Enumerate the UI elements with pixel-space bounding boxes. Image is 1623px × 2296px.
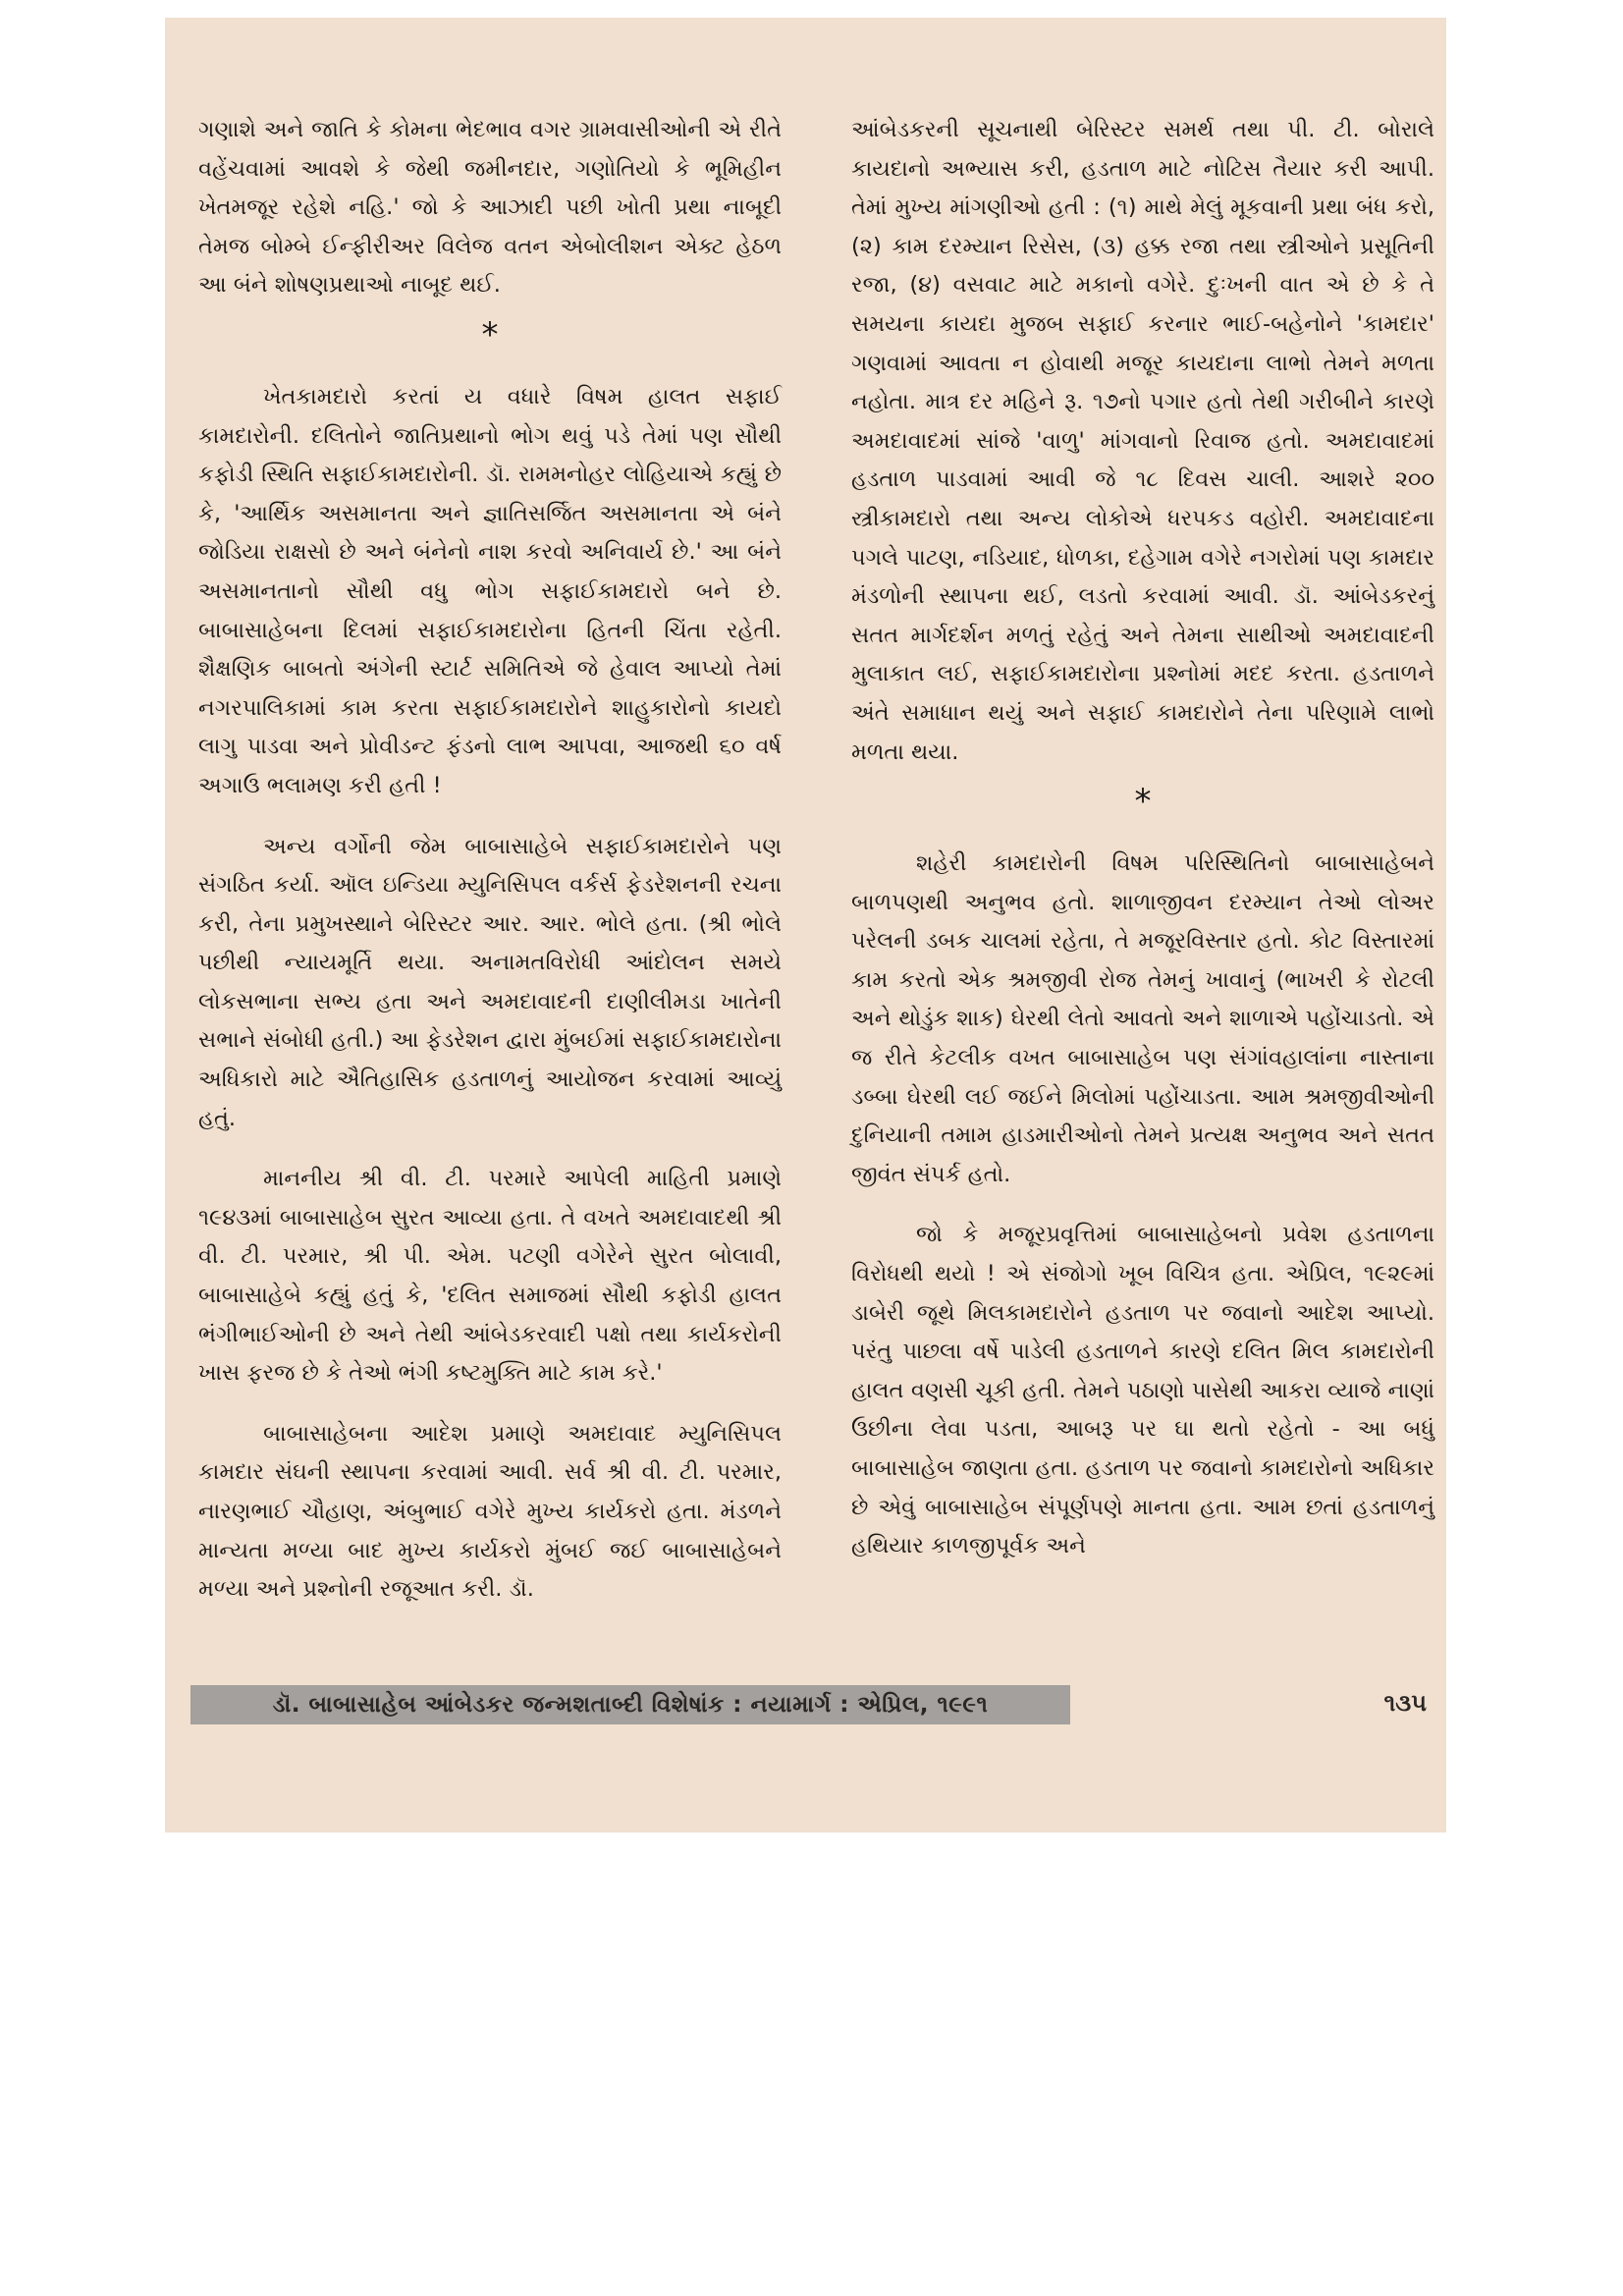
- footer-title: ડૉ. બાબાસાહેબ આંબેડકર જન્મશતાબ્દી વિશેષાંક : નયામાર્ગ : એપ્રિલ, ૧૯૯૧: [272, 1692, 989, 1718]
- page-number: ૧૩૫: [1383, 1689, 1427, 1717]
- paragraph: ગણાશે અને જાતિ કે કોમના ભેદભાવ વગર ગ્રામવાસીઓની એ રીતે વહેંચવામાં આવશે કે જેથી જમીનદાર, ગણોતિયો કે ભૂમિહીન ખેતમજૂર રહેશે નહિ.' જો કે આઝાદી પછી ખોતી પ્રથા નાબૂદી તેમજ બોમ્બે ઈન્ફીરીઅર વિલેજ વતન એબોલીશન એક્ટ હેઠળ આ બંને શોષણપ્રથાઓ નાબૂદ થઈ.: [198, 117, 782, 299]
- section-separator: *: [481, 314, 499, 355]
- paragraph: શહેરી કામદારોની વિષમ પરિસ્થિતિનો બાબાસાહેબને બાળપણથી અનુભવ હતો. શાળાજીવન દરમ્યાન તેઓ લોઅર પરેલની ડબક ચાલમાં રહેતા, તે મજૂરવિસ્તાર હતો. કોટ વિસ્તારમાં કામ કરતો એક શ્રમજીવી રોજ તેમનું ખાવાનું (ભાખરી કે રોટલી અને થોડુંક શાક) ઘેરથી લેતો આવતો અને શાળાએ પહોંચાડતો. એ જ રીતે કેટલીક વખત બાબાસાહેબ પણ સંગાંવહાલાંના નાસ્તાના ડબ્બા ઘેરથી લઈ જઈને મિલોમાં પહોંચાડતા. આમ શ્રમજીવીઓની દુનિયાની તમામ હાડમારીઓનો તેમને પ્રત્યક્ષ અનુભવ અને સતત જીવંત સંપર્ક હતો.: [851, 850, 1434, 1187]
- paragraph: ખેતકામદારો કરતાં ય વધારે વિષમ હાલત સફાઈ કામદારોની. દલિતોને જાતિપ્રથાનો ભોગ થવું પડે તેમાં પણ સૌથી કફોડી સ્થિતિ સફાઈકામદારોની. ડૉ. રામમનોહર લોહિયાએ કહ્યું છે કે, 'આર્થિક અસમાનતા અને જ્ઞાતિસર્જિત અસમાનતા એ બંને જોડિયા રાક્ષસો છે અને બંનેનો નાશ કરવો અનિવાર્ય છે.' આ બંને અસમાનતાનો સૌથી વધુ ભોગ સફાઈકામદારો બને છે. બાબાસાહેબના દિલમાં સફાઈકામદારોના હિતની ચિંતા રહેતી. શૈક્ષણિક બાબતો અંગેની સ્ટાર્ટ સમિતિએ જે હેવાલ આપ્યો તેમાં નગરપાલિકામાં કામ કરતા સફાઈકામદારોને શાહુકારોનો કાયદો લાગુ પાડવા અને પ્રોવીડન્ટ ફંડનો લાભ આપવા, આજથી ૬૦ વર્ષ અગાઉ ભલામણ કરી હતી !: [198, 383, 782, 798]
- paragraph: જો કે મજૂરપ્રવૃત્તિમાં બાબાસાહેબનો પ્રવેશ હડતાળના વિરોધથી થયો ! એ સંજોગો ખૂબ વિચિત્ર હતા. એપ્રિલ, ૧૯૨૯માં ડાબેરી જૂથે મિલકામદારોને હડતાળ પર જવાનો આદેશ આપ્યો. પરંતુ પાછલા વર્ષે પાડેલી હડતાળને કારણે દલિત મિલ કામદારોની હાલત વણસી ચૂકી હતી. તેમને પઠાણો પાસેથી આકરા વ્યાજે નાણાં ઉછીના લેવા પડતા, આબરૂ પર ઘા થતો રહેતો - આ બધું બાબાસાહેબ જાણતા હતા. હડતાળ પર જવાનો કામદારોનો અધિકાર છે એવું બાબાસાહેબ સંપૂર્ણપણે માનતા હતા. આમ છતાં હડતાળનું હથિયાર કાળજીપૂર્વક અને: [851, 1222, 1434, 1559]
- paragraph: બાબાસાહેબના આદેશ પ્રમાણે અમદાવાદ મ્યુનિસિપલ કામદાર સંઘની સ્થાપના કરવામાં આવી. સર્વ શ્રી વી. ટી. પરમાર, નારણભાઈ ચૌહાણ, અંબુભાઈ વગેરે મુખ્ય કાર્યકરો હતા. મંડળને માન્યતા મળ્યા બાદ મુખ્ય કાર્યકરો મુંબઈ જઈ બાબાસાહેબને મળ્યા અને પ્રશ્નોની રજૂઆત કરી. ડૉ.: [198, 1420, 782, 1603]
- right-column: [851, 111, 1434, 1566]
- magazine-page: [165, 18, 1446, 1832]
- paragraph: માનનીય શ્રી વી. ટી. પરમારે આપેલી માહિતી પ્રમાણે ૧૯૪૩માં બાબાસાહેબ સુરત આવ્યા હતા. તે વખતે અમદાવાદથી શ્રી વી. ટી. પરમાર, શ્રી પી. એમ. પટણી વગેરેને સુરત બોલાવી, બાબાસાહેબે કહ્યું હતું કે, 'દલિત સમાજમાં સૌથી કફોડી હાલત ભંગીભાઈઓની છે અને તેથી આંબેડકરવાદી પક્ષો તથા કાર્યકરોની ખાસ ફરજ છે કે તેઓ ભંગી કષ્ટમુક્તિ માટે કામ કરે.': [198, 1166, 782, 1387]
- section-separator: *: [1134, 782, 1152, 822]
- footer-banner: [190, 1685, 1070, 1724]
- paragraph: આંબેડકરની સૂચનાથી બેરિસ્ટર સમર્થ તથા પી. ટી. બોરાલે કાયદાનો અભ્યાસ કરી, હડતાળ માટે નોટિસ તૈયાર કરી આપી. તેમાં મુખ્ય માંગણીઓ હતી : (૧) માથે મેલું મૂકવાની પ્રથા બંધ કરો, (૨) કામ દરમ્યાન રિસેસ, (૩) હક્ક રજા તથા સ્ત્રીઓને પ્રસૂતિની રજા, (૪) વસવાટ માટે મકાનો વગેરે. દુઃખની વાત એ છે કે તે સમયના કાયદા મુજબ સફાઈ કરનાર ભાઈ-બહેનોને 'કામદાર' ગણવામાં આવતા ન હોવાથી મજૂર કાયદાના લાભો તેમને મળતા નહોતા. માત્ર દર મહિને રૂ. ૧૭નો પગાર હતો તેથી ગરીબીને કારણે અમદાવાદમાં સાંજે 'વાળુ' માંગવાનો રિવાજ હતો. અમદાવાદમાં હડતાળ પાડવામાં આવી જે ૧૮ દિવસ ચાલી. આશરે ૨૦૦ સ્ત્રીકામદારો તથા અન્ય લોકોએ ધરપકડ વહોરી. અમદાવાદના પગલે પાટણ, નડિયાદ, ધોળકા, દહેગામ વગેરે નગરોમાં પણ કામદાર મંડળોની સ્થાપના થઈ, લડતો કરવામાં આવી. ડૉ. આંબેડકરનું સતત માર્ગદર્શન મળતું રહેતું અને તેમના સાથીઓ અમદાવાદની મુલાકાત લઈ, સફાઈકામદારોના પ્રશ્નોમાં મદદ કરતા. હડતાળને અંતે સમાધાન થયું અને સફાઈ કામદારોને તેના પરિણામે લાભો મળતા થયા.: [851, 117, 1434, 765]
- left-column: [198, 111, 782, 1610]
- paragraph: અન્ય વર્ગોની જેમ બાબાસાહેબે સફાઈકામદારોને પણ સંગઠિત કર્યા. ઑલ ઇન્ડિયા મ્યુનિસિપલ વર્કર્સ ફેડરેશનની રચના કરી, તેના પ્રમુખસ્થાને બેરિસ્ટર આર. આર. ભોલે હતા. (શ્રી ભોલે પછીથી ન્યાયમૂર્તિ થયા. અનામતવિરોધી આંદોલન સમયે લોકસભાના સભ્ય હતા અને અમદાવાદની દાણીલીમડા ખાતેની સભાને સંબોધી હતી.) આ ફેડરેશન દ્વારા મુંબઈમાં સફાઈકામદારોના અધિકારો માટે ઐતિહાસિક હડતાળનું આયોજન કરવામાં આવ્યું હતું.: [198, 833, 782, 1131]
